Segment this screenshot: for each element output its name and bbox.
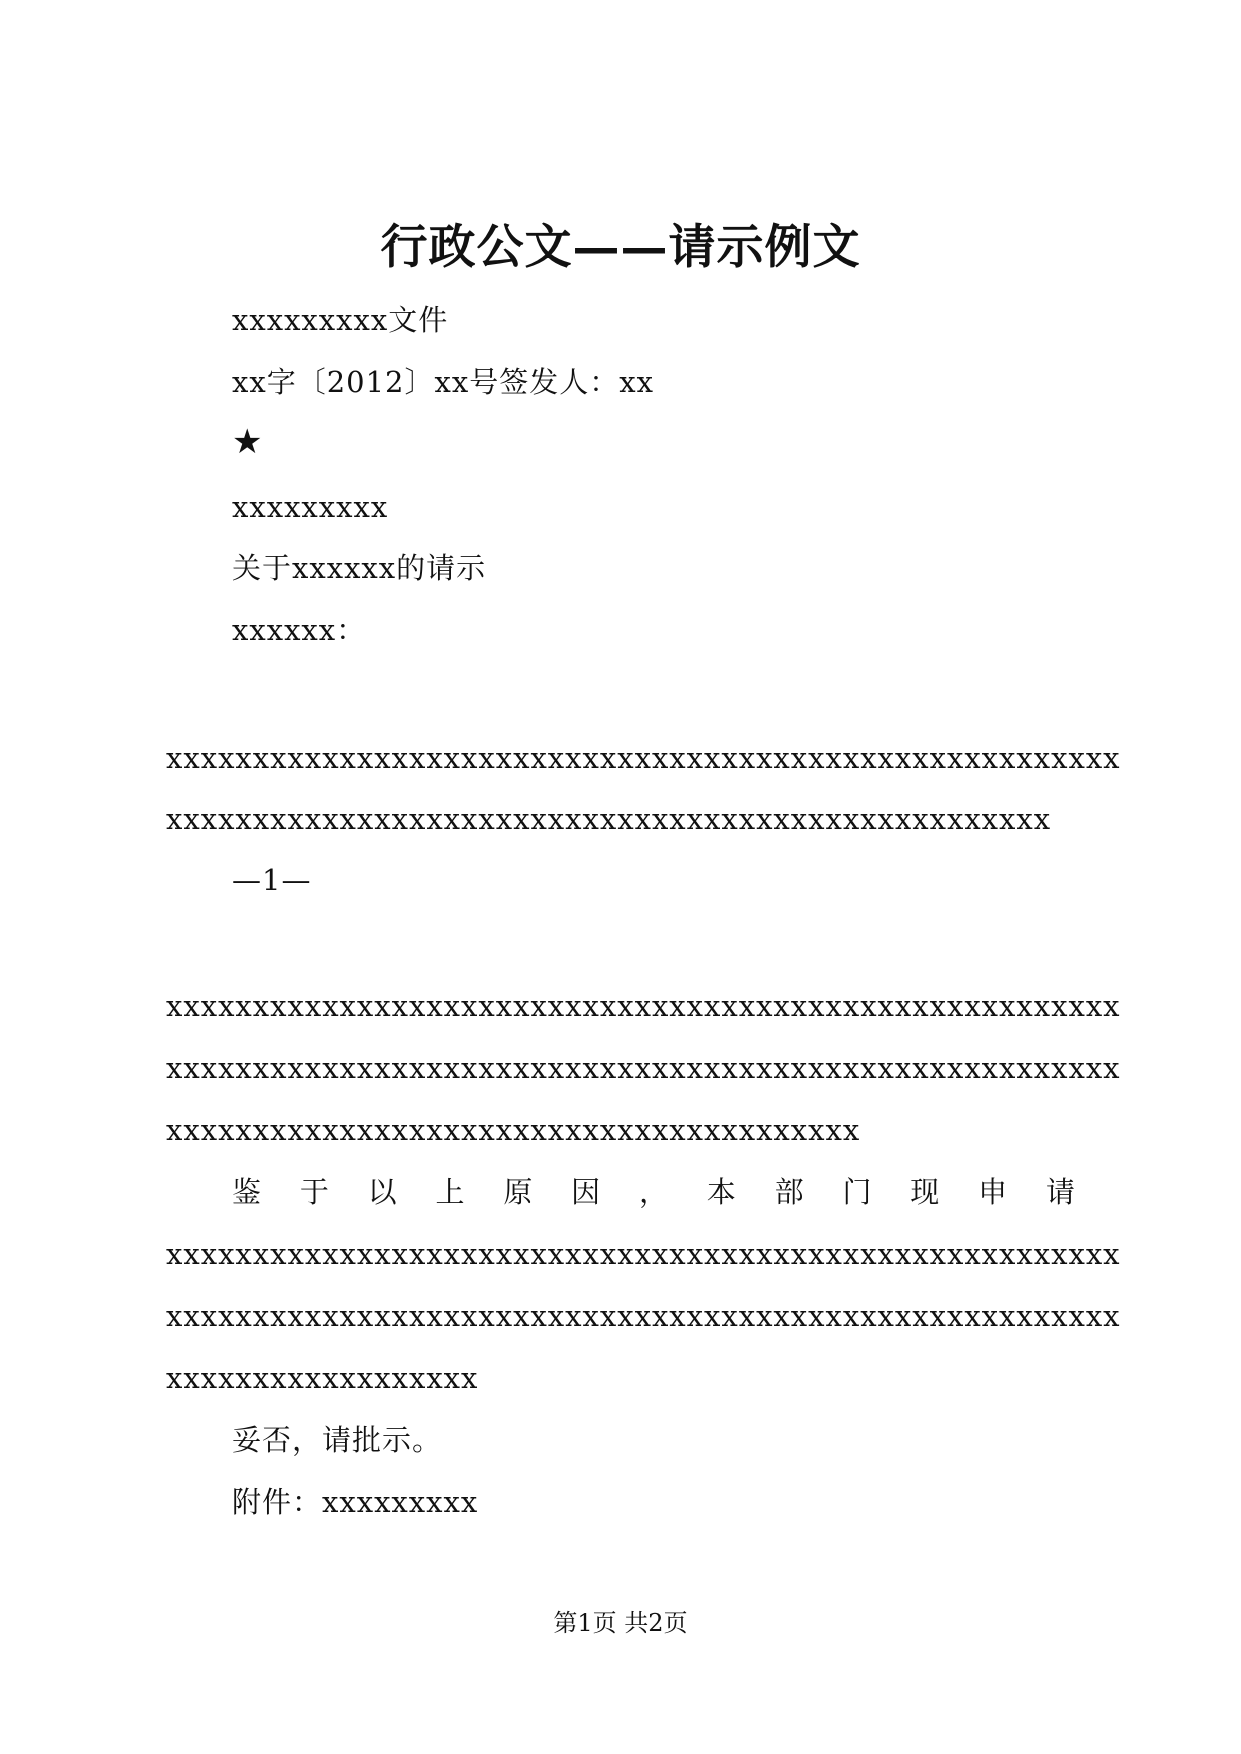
page-marker: —1— [232, 863, 312, 897]
para3-line1 [232, 1172, 1076, 1212]
para3-char: 原 [503, 1175, 534, 1209]
recipient-line: xxxxxx： [232, 613, 367, 647]
para1-line2: xxxxxxxxxxxxxxxxxxxxxxxxxxxxxxxxxxxxxxxxxxxxxxxxxxx [166, 802, 1052, 836]
para3-char: 本 [706, 1175, 737, 1209]
para3-char: 部 [774, 1175, 805, 1209]
para3-char: 于 [299, 1175, 330, 1209]
attachment-line: 附件：xxxxxxxxx [232, 1485, 479, 1519]
para3-char: ， [638, 1175, 669, 1209]
para2-line3: xxxxxxxxxxxxxxxxxxxxxxxxxxxxxxxxxxxxxxxx [166, 1113, 861, 1147]
para2-line1: xxxxxxxxxxxxxxxxxxxxxxxxxxxxxxxxxxxxxxxxxxxxxxxxxxxxxxx [166, 989, 1121, 1023]
para3-char: 鉴 [232, 1175, 263, 1209]
para2-line2: xxxxxxxxxxxxxxxxxxxxxxxxxxxxxxxxxxxxxxxxxxxxxxxxxxxxxxx [166, 1051, 1121, 1085]
para3-char: 以 [367, 1175, 398, 1209]
document-title: 行政公文——请示例文 [380, 220, 861, 275]
para3-line2: xxxxxxxxxxxxxxxxxxxxxxxxxxxxxxxxxxxxxxxxxxxxxxxxxxxxxxx [166, 1237, 1121, 1271]
para3-char: 因 [571, 1175, 602, 1209]
doc-number: xx字〔2012〕xx号签发人：xx [232, 365, 654, 399]
para3-line3: xxxxxxxxxxxxxxxxxxxxxxxxxxxxxxxxxxxxxxxxxxxxxxxxxxxxxxx [166, 1299, 1121, 1333]
para3-line4: xxxxxxxxxxxxxxxxxx [166, 1361, 479, 1395]
para3-char: 申 [978, 1175, 1009, 1209]
org-name: xxxxxxxxx [232, 490, 389, 524]
page-footer: 第1页 共2页 [553, 1609, 688, 1637]
para3-char: 上 [435, 1175, 466, 1209]
star-icon: ★ [232, 422, 264, 462]
para3-char: 现 [910, 1175, 941, 1209]
header-org: xxxxxxxxx文件 [232, 303, 449, 337]
para3-char: 门 [842, 1175, 873, 1209]
para1-line1: xxxxxxxxxxxxxxxxxxxxxxxxxxxxxxxxxxxxxxxxxxxxxxxxxxxxxxx [166, 741, 1121, 775]
para3-char: 请 [1045, 1175, 1076, 1209]
subject-line: 关于xxxxxx的请示 [232, 551, 487, 585]
closing-line: 妥否，请批示。 [232, 1423, 443, 1457]
